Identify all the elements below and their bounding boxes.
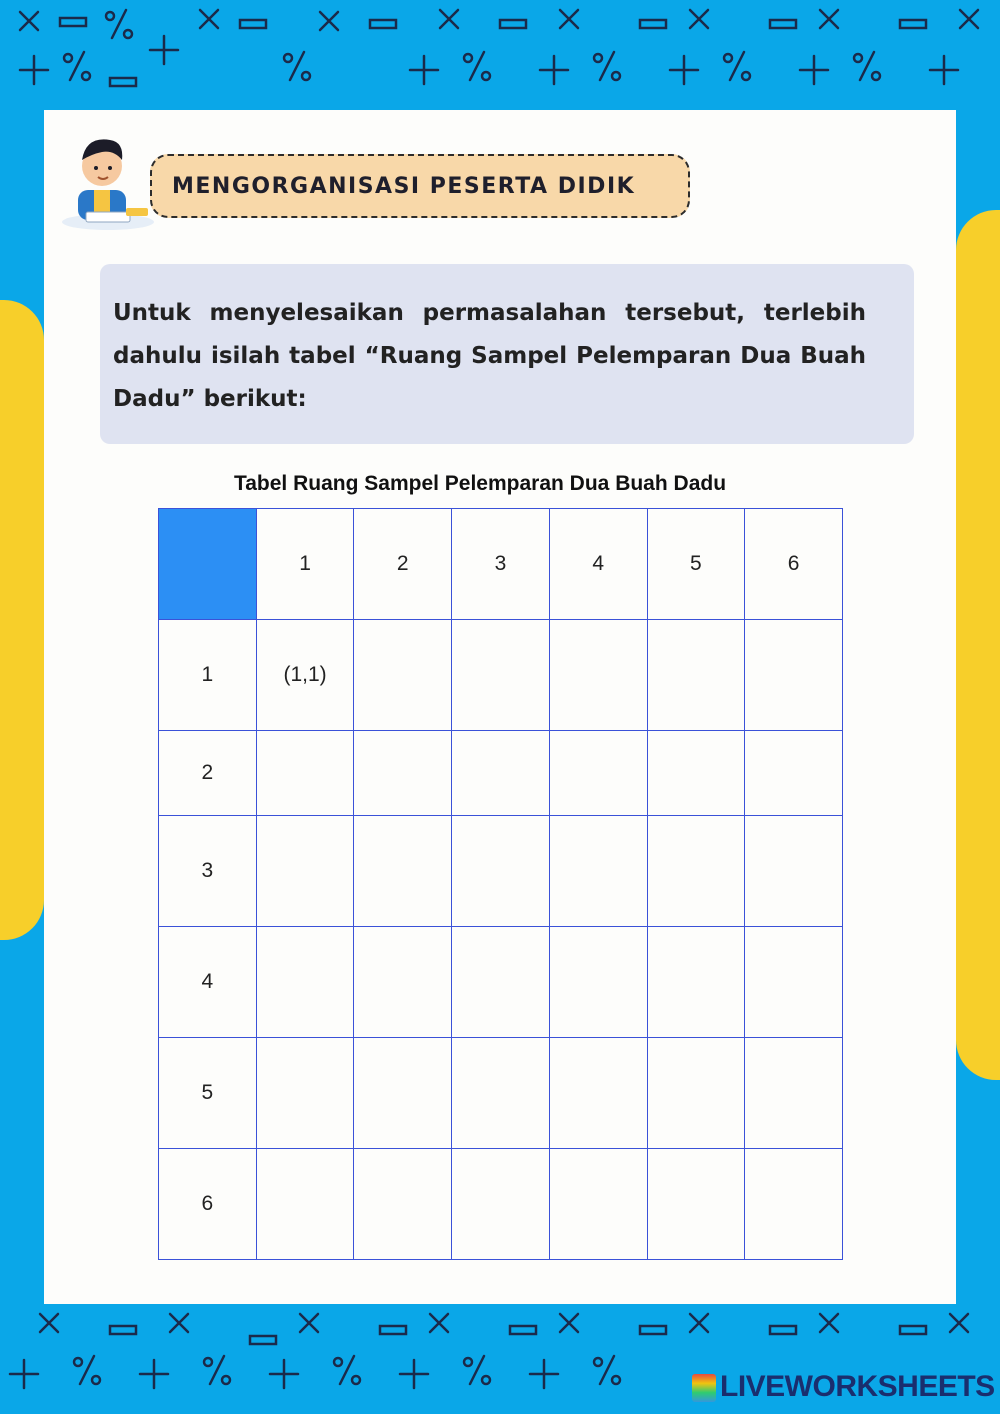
plus-icon <box>540 56 568 84</box>
table-row <box>159 731 843 816</box>
table-cell[interactable] <box>745 927 843 1038</box>
percent-icon <box>854 52 880 80</box>
liveworksheets-watermark <box>692 1370 995 1404</box>
col-header: 4 <box>549 509 647 620</box>
multiply-icon <box>950 1314 968 1332</box>
multiply-icon <box>820 10 838 28</box>
percent-icon <box>594 1356 620 1384</box>
table-cell[interactable] <box>452 927 550 1038</box>
multiply-icon <box>170 1314 188 1332</box>
table-cell[interactable] <box>549 1149 647 1260</box>
percent-icon <box>284 52 310 80</box>
section-title: MENGORGANISASI PESERTA DIDIK <box>172 173 636 199</box>
col-header: 6 <box>745 509 843 620</box>
plus-icon <box>400 1360 428 1388</box>
multiply-icon <box>430 1314 448 1332</box>
table-cell[interactable] <box>452 620 550 731</box>
minus-icon <box>900 20 926 28</box>
table-cell[interactable] <box>745 1038 843 1149</box>
multiply-icon <box>300 1314 318 1332</box>
plus-icon <box>10 1360 38 1388</box>
minus-icon <box>500 20 526 28</box>
minus-icon <box>640 1326 666 1334</box>
minus-icon <box>380 1326 406 1334</box>
percent-icon <box>724 52 750 80</box>
multiply-icon <box>690 1314 708 1332</box>
table-row <box>159 1038 843 1149</box>
table-cell[interactable] <box>549 816 647 927</box>
table-cell[interactable] <box>256 816 354 927</box>
plus-icon <box>930 56 958 84</box>
minus-icon <box>770 1326 796 1334</box>
multiply-icon <box>560 10 578 28</box>
table-cell[interactable] <box>745 1149 843 1260</box>
table-cell[interactable] <box>549 927 647 1038</box>
instruction-box <box>100 264 914 444</box>
multiply-icon <box>320 12 338 30</box>
percent-icon <box>204 1356 230 1384</box>
plus-icon <box>800 56 828 84</box>
table-row <box>159 620 843 731</box>
yellow-blob-left <box>0 300 44 940</box>
table-cell[interactable] <box>549 731 647 816</box>
minus-icon <box>110 78 136 86</box>
student-avatar-icon <box>56 130 156 234</box>
col-header: 3 <box>452 509 550 620</box>
table-cell[interactable] <box>354 927 452 1038</box>
table-cell[interactable] <box>647 620 745 731</box>
multiply-icon <box>40 1314 58 1332</box>
table-header-row <box>159 509 843 620</box>
minus-icon <box>770 20 796 28</box>
instruction-text: Untuk menyelesaikan permasalahan tersebut, terlebih dahulu isilah tabel “Ruang Sampel Pelemparan Dua Buah Dadu” berikut: <box>113 300 866 412</box>
row-header: 6 <box>159 1149 257 1260</box>
table-cell[interactable] <box>256 1149 354 1260</box>
table-cell[interactable] <box>354 1149 452 1260</box>
table-cell[interactable] <box>647 1149 745 1260</box>
row-header: 2 <box>159 731 257 816</box>
row-header: 4 <box>159 927 257 1038</box>
corner-cell <box>159 509 257 620</box>
plus-icon <box>670 56 698 84</box>
minus-icon <box>900 1326 926 1334</box>
table-cell[interactable] <box>452 731 550 816</box>
table-cell[interactable] <box>647 927 745 1038</box>
percent-icon <box>106 10 132 38</box>
section-header <box>150 154 690 218</box>
liveworksheets-logo-icon <box>692 1374 716 1402</box>
row-header: 3 <box>159 816 257 927</box>
col-header: 2 <box>354 509 452 620</box>
table-cell[interactable] <box>549 1038 647 1149</box>
minus-icon <box>250 1336 276 1344</box>
multiply-icon <box>690 10 708 28</box>
table-cell[interactable] <box>452 1149 550 1260</box>
table-cell[interactable] <box>354 816 452 927</box>
multiply-icon <box>960 10 978 28</box>
table-cell[interactable] <box>647 731 745 816</box>
table-row <box>159 816 843 927</box>
watermark-text: LIVEWORKSHEETS <box>720 1370 995 1403</box>
table-row <box>159 927 843 1038</box>
table-caption: Tabel Ruang Sampel Pelemparan Dua Buah Dadu <box>233 472 727 495</box>
multiply-icon <box>200 10 218 28</box>
table-cell[interactable] <box>354 1038 452 1149</box>
sample-space-table <box>158 508 843 1260</box>
table-cell[interactable] <box>647 1038 745 1149</box>
percent-icon <box>74 1356 100 1384</box>
table-cell[interactable] <box>745 620 843 731</box>
yellow-blob-right <box>956 210 1000 1080</box>
minus-icon <box>640 20 666 28</box>
plus-icon <box>530 1360 558 1388</box>
percent-icon <box>464 52 490 80</box>
table-cell[interactable] <box>549 620 647 731</box>
minus-icon <box>370 20 396 28</box>
row-header: 5 <box>159 1038 257 1149</box>
minus-icon <box>240 20 266 28</box>
multiply-icon <box>20 12 38 30</box>
multiply-icon <box>440 10 458 28</box>
plus-icon <box>140 1360 168 1388</box>
table-cell[interactable] <box>256 731 354 816</box>
percent-icon <box>594 52 620 80</box>
table-cell[interactable] <box>256 1038 354 1149</box>
table-cell[interactable] <box>452 1038 550 1149</box>
minus-icon <box>110 1326 136 1334</box>
minus-icon <box>60 18 86 26</box>
percent-icon <box>334 1356 360 1384</box>
col-header: 1 <box>256 509 354 620</box>
row-header: 1 <box>159 620 257 731</box>
plus-icon <box>20 56 48 84</box>
minus-icon <box>510 1326 536 1334</box>
table-cell[interactable] <box>745 731 843 816</box>
percent-icon <box>464 1356 490 1384</box>
table-cell[interactable] <box>647 816 745 927</box>
table-cell[interactable] <box>354 620 452 731</box>
table-cell[interactable]: (1,1) <box>256 620 354 731</box>
table-row <box>159 1149 843 1260</box>
math-pattern-top <box>0 0 1000 110</box>
plus-icon <box>270 1360 298 1388</box>
multiply-icon <box>560 1314 578 1332</box>
table-cell[interactable] <box>354 731 452 816</box>
table-cell[interactable] <box>256 927 354 1038</box>
multiply-icon <box>820 1314 838 1332</box>
table-cell[interactable] <box>745 816 843 927</box>
table-cell[interactable] <box>452 816 550 927</box>
plus-icon <box>410 56 438 84</box>
col-header: 5 <box>647 509 745 620</box>
percent-icon <box>64 52 90 80</box>
plus-icon <box>150 36 178 64</box>
